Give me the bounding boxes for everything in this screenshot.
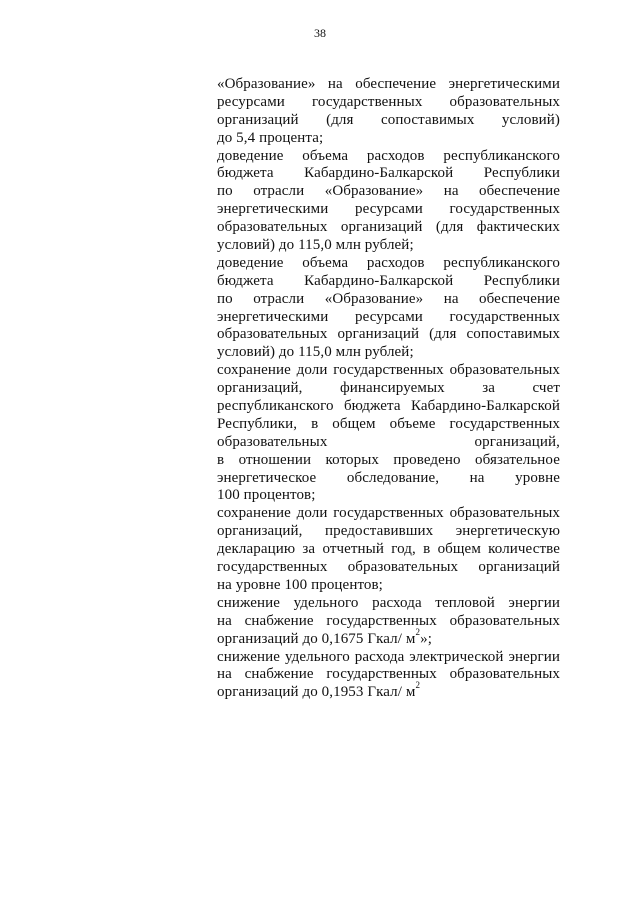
- text-line: [217, 613, 560, 631]
- text-line: [217, 165, 560, 183]
- word: объема: [302, 254, 349, 271]
- word: Республики: [483, 272, 560, 289]
- text-line: [217, 523, 560, 541]
- word: на: [327, 76, 343, 92]
- text-line: [217, 130, 560, 148]
- word: тепловой: [435, 594, 495, 611]
- word: Кабардино-Балкарской: [410, 398, 560, 415]
- text-line: [217, 273, 560, 291]
- word: объема: [302, 147, 349, 164]
- word: образовательных: [347, 559, 459, 576]
- word: ресурсами: [355, 201, 423, 218]
- word: на: [469, 469, 485, 486]
- word: республиканского: [443, 147, 560, 164]
- word: расходов: [366, 147, 425, 164]
- word: объеме: [389, 415, 436, 432]
- word: государственных: [326, 666, 437, 683]
- word: общем: [437, 541, 481, 558]
- word: государственных: [312, 93, 423, 110]
- text-line: [217, 344, 560, 362]
- superscript: 2: [415, 626, 421, 637]
- word: организаций,: [217, 380, 303, 397]
- word: организаций: [337, 326, 420, 343]
- line-text: организаций до 0,1675 Гкал/ м: [217, 630, 416, 647]
- word: доведение: [217, 147, 284, 164]
- word: государственных: [449, 415, 560, 432]
- word: образовательных: [217, 433, 328, 450]
- word: удельного: [293, 594, 359, 611]
- text-line: [217, 255, 560, 273]
- word: организаций,: [474, 433, 560, 450]
- word: обеспечение: [355, 76, 437, 92]
- word: обязательное: [475, 451, 560, 468]
- word: энергетическую: [455, 523, 560, 540]
- word: государственных: [326, 612, 437, 629]
- word: проведено: [393, 451, 461, 468]
- text-line: [217, 434, 560, 452]
- word: образовательных: [449, 612, 560, 629]
- word: условий): [501, 111, 560, 128]
- word: энергетическое: [217, 469, 317, 486]
- word: обследование,: [346, 469, 440, 486]
- word: бюджета: [343, 398, 401, 415]
- word: отношении: [238, 451, 312, 468]
- word: за: [302, 541, 316, 558]
- word: обеспечение: [479, 183, 560, 200]
- word: сопоставимых: [466, 326, 560, 343]
- word: по: [217, 183, 233, 200]
- word: республиканского: [443, 254, 560, 271]
- word: на: [217, 612, 232, 629]
- word: образовательных: [217, 326, 328, 343]
- word: финансируемых: [339, 380, 445, 397]
- text-line: [217, 577, 560, 595]
- line-text: на уровне 100 процентов;: [217, 576, 383, 593]
- text-line: [217, 559, 560, 577]
- word: «Образование»: [324, 290, 424, 307]
- word: в: [423, 541, 431, 558]
- text-line: [217, 595, 560, 613]
- text-line: [217, 398, 560, 416]
- word: которых: [325, 451, 380, 468]
- word: на: [443, 290, 459, 307]
- text-line: [217, 183, 560, 201]
- word: в: [311, 415, 319, 432]
- word: Кабардино-Балкарской: [304, 272, 454, 289]
- word: сохранение: [217, 362, 291, 379]
- text-line: [217, 505, 560, 523]
- word: образовательных: [449, 93, 560, 110]
- word: общем: [332, 415, 376, 432]
- word: на: [217, 666, 232, 683]
- word: отрасли: [253, 290, 305, 307]
- line-text: 100 процентов;: [217, 487, 316, 504]
- word: предоставивших: [325, 523, 434, 540]
- word: доведение: [217, 254, 284, 271]
- word: уровне: [515, 469, 560, 486]
- word: за: [482, 380, 495, 397]
- word: энергетическими: [217, 201, 329, 218]
- word: образовательных: [449, 362, 560, 379]
- word: ресурсами: [217, 93, 285, 110]
- word: энергетическими: [217, 308, 329, 325]
- line-text: организаций до 0,1953 Гкал/ м: [217, 684, 416, 701]
- line-text: условий) до 115,0 млн рублей;: [217, 344, 414, 361]
- word: энергии: [508, 648, 560, 665]
- word: сопоставимых: [380, 111, 475, 128]
- text-line: [217, 649, 560, 667]
- word: государственных: [217, 559, 328, 576]
- word: доли: [296, 362, 328, 379]
- line-text: условий) до 115,0 млн рублей;: [217, 237, 414, 254]
- word: в: [217, 451, 225, 468]
- word: сохранение: [217, 505, 291, 522]
- word: ресурсами: [355, 308, 423, 325]
- word: отчетный: [322, 541, 384, 558]
- text-line: [217, 291, 560, 309]
- word: декларацию: [217, 541, 296, 558]
- word: республиканского: [217, 398, 334, 415]
- word: образовательных: [449, 666, 560, 683]
- superscript: 2: [415, 680, 421, 691]
- word: «Образование»: [217, 76, 316, 92]
- text-line: [217, 666, 560, 684]
- text-line: [217, 112, 560, 130]
- word: энергетическими: [448, 76, 560, 92]
- word: Республики,: [217, 415, 298, 432]
- text-line: [217, 470, 560, 488]
- line-text: до 5,4 процента;: [217, 129, 324, 146]
- word: организаций,: [217, 523, 303, 540]
- word: «Образование»: [324, 183, 424, 200]
- word: снабжение: [244, 612, 314, 629]
- word: расхода: [372, 594, 422, 611]
- word: образовательных: [449, 505, 560, 522]
- word: (для: [435, 219, 464, 236]
- word: (для: [326, 111, 354, 128]
- document-body: [217, 76, 560, 702]
- word: фактических: [476, 219, 560, 236]
- text-line: [217, 362, 560, 380]
- text-line: [217, 148, 560, 166]
- text-line: [217, 416, 560, 434]
- text-line: [217, 219, 560, 237]
- word: организаций: [217, 111, 299, 128]
- word: энергии: [508, 594, 560, 611]
- text-line: [217, 201, 560, 219]
- word: государственных: [449, 308, 560, 325]
- word: государственных: [333, 505, 444, 522]
- word: счет: [532, 380, 560, 397]
- text-line: [217, 94, 560, 112]
- text-line: [217, 452, 560, 470]
- text-line: [217, 541, 560, 559]
- word: количестве: [488, 541, 560, 558]
- word: бюджета: [217, 165, 274, 182]
- word: снабжение: [244, 666, 314, 683]
- word: по: [217, 290, 233, 307]
- word: отрасли: [253, 183, 305, 200]
- word: (для: [429, 326, 457, 343]
- text-line: [217, 326, 560, 344]
- word: расхода: [354, 648, 405, 665]
- text-line: [217, 237, 560, 255]
- word: снижение: [217, 594, 281, 611]
- word: организаций: [340, 219, 423, 236]
- text-line: [217, 380, 560, 398]
- text-line: [217, 309, 560, 327]
- text-line: [217, 626, 560, 649]
- text-line: [217, 76, 560, 94]
- text-line: [217, 487, 560, 505]
- word: доли: [296, 505, 328, 522]
- word: удельного: [284, 648, 350, 665]
- text-line: [217, 680, 560, 702]
- word: государственных: [333, 362, 444, 379]
- word: обеспечение: [479, 290, 560, 307]
- word: Республики: [483, 165, 560, 182]
- line-tail: »;: [420, 630, 432, 647]
- word: на: [443, 183, 459, 200]
- word: снижение: [217, 648, 281, 665]
- word: бюджета: [217, 272, 274, 289]
- word: электрической: [409, 648, 504, 665]
- page-number: 38: [314, 26, 326, 40]
- word: расходов: [366, 254, 425, 271]
- word: год,: [391, 541, 416, 558]
- word: государственных: [449, 201, 560, 218]
- word: образовательных: [217, 219, 328, 236]
- word: организаций: [478, 559, 560, 576]
- word: Кабардино-Балкарской: [304, 165, 454, 182]
